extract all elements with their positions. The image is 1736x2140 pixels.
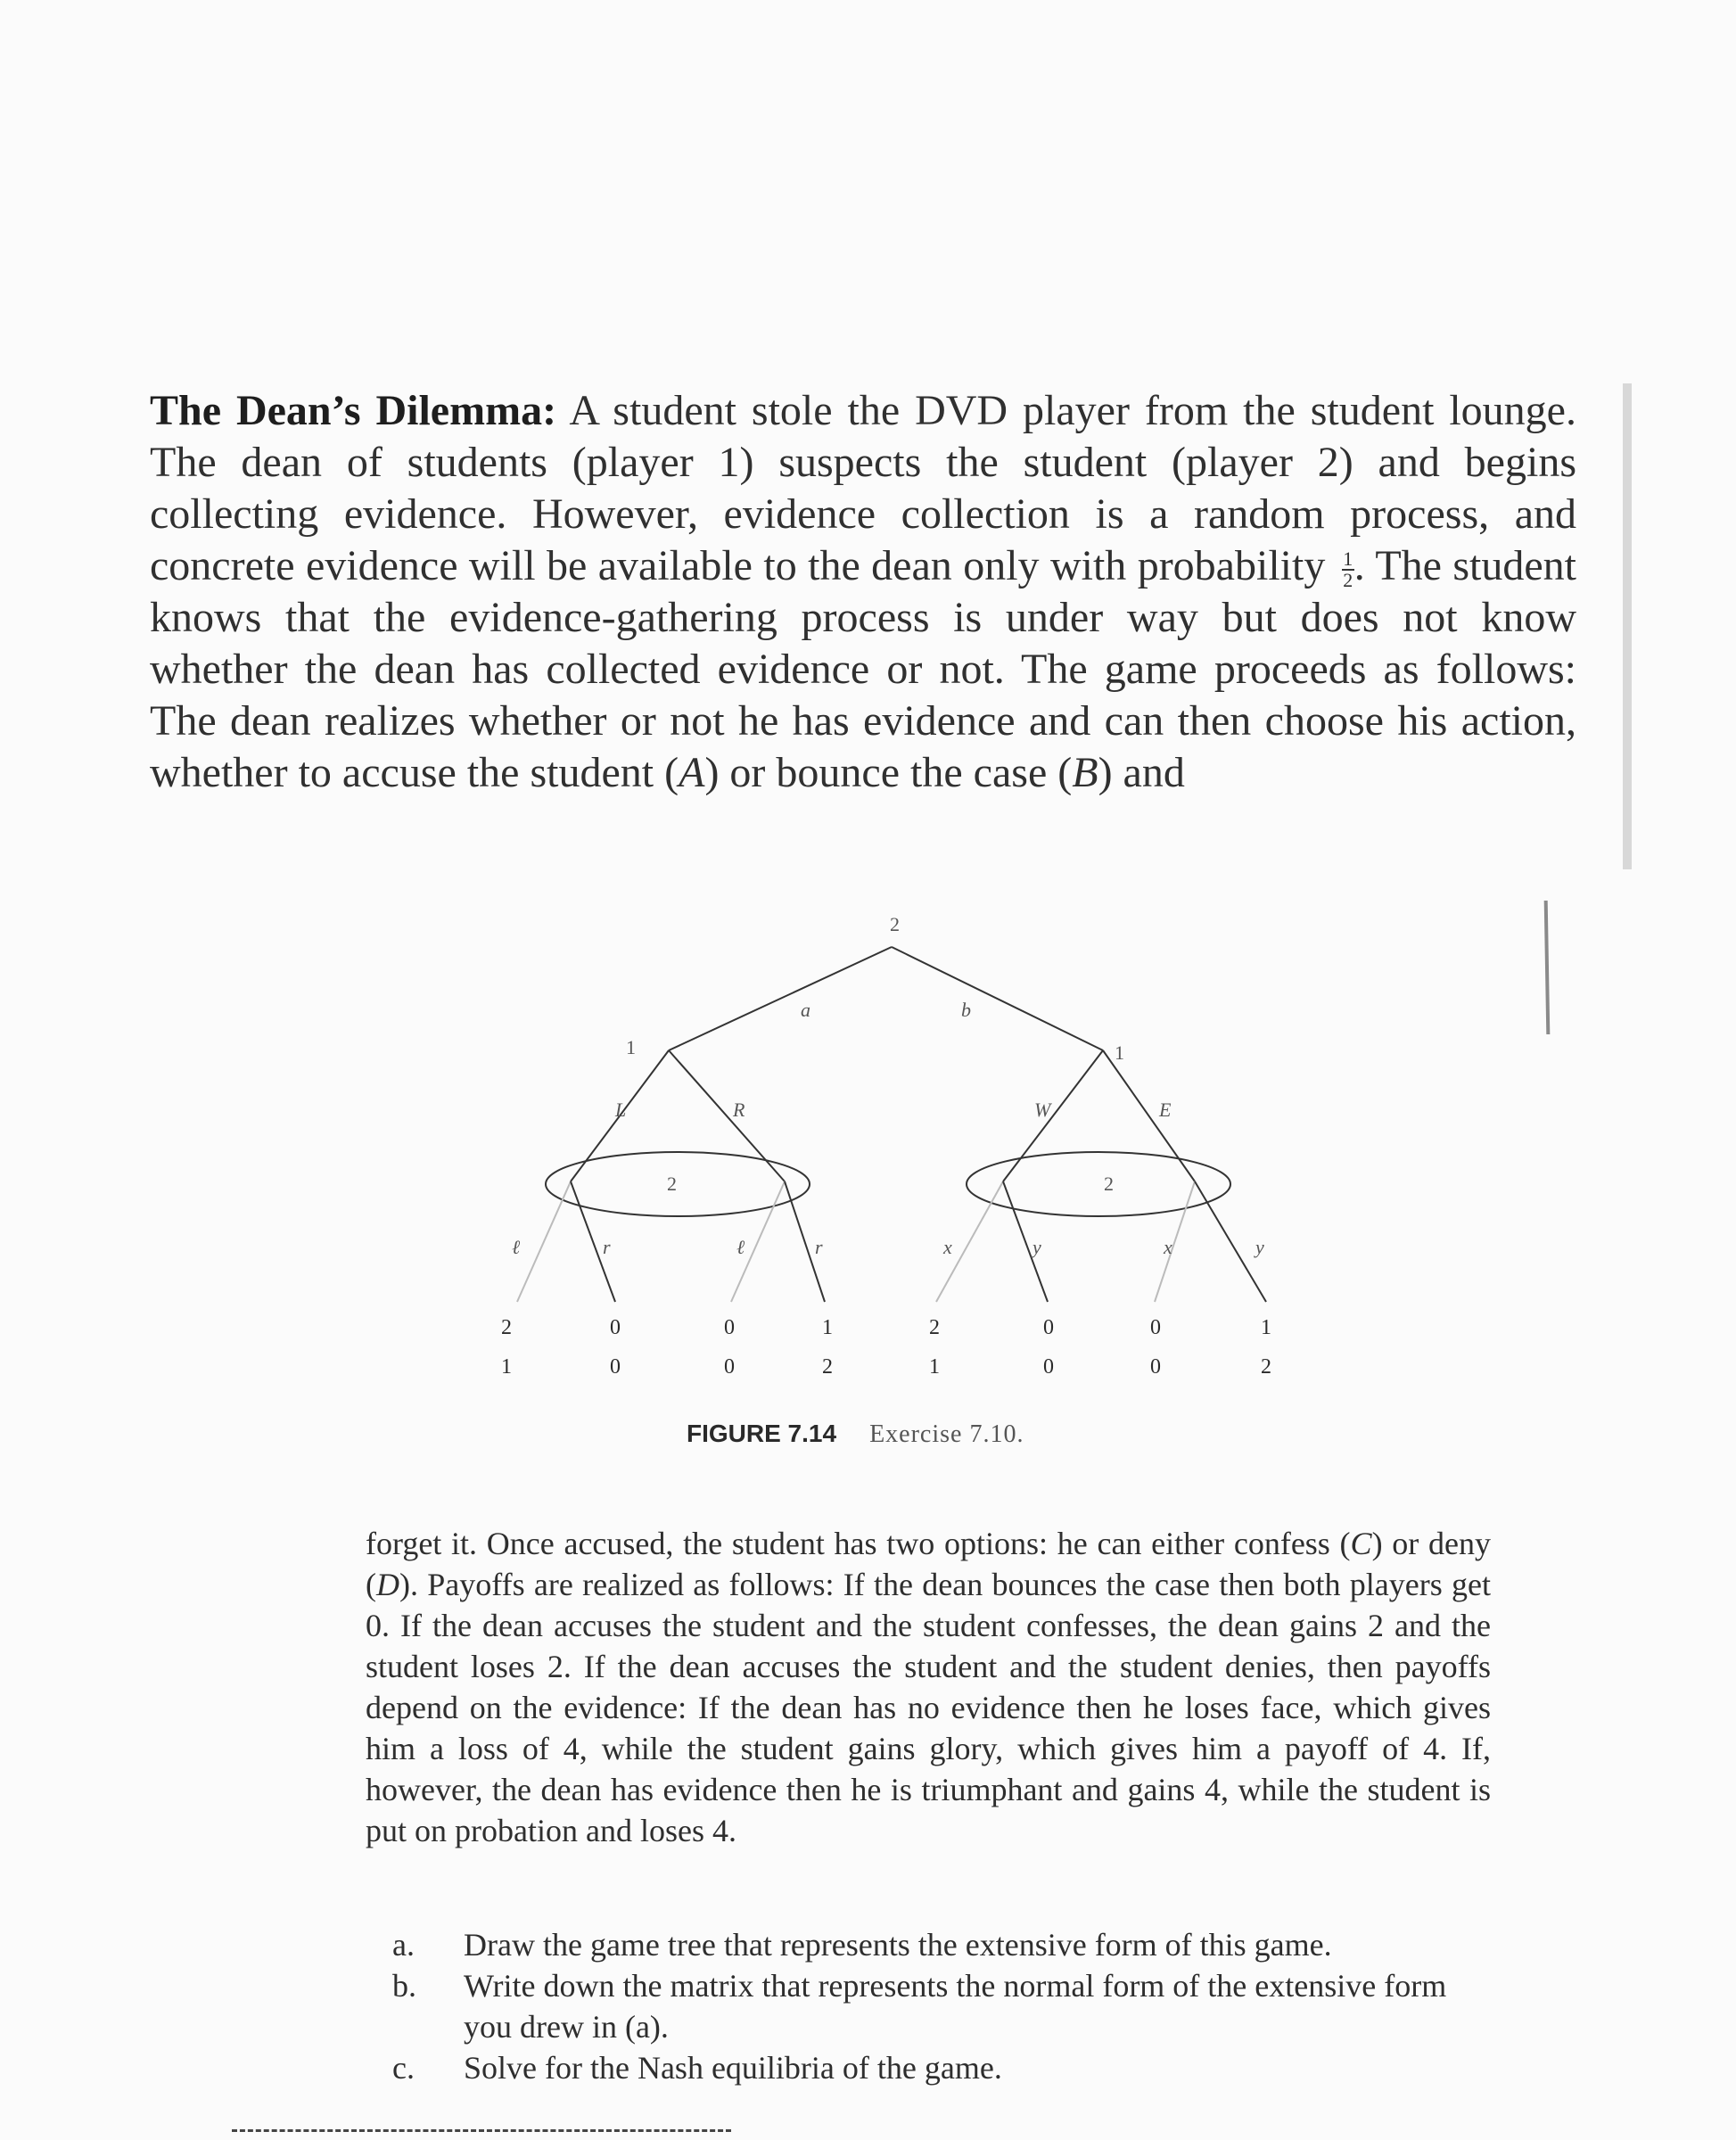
branch-b [892, 947, 1103, 1050]
action-W-label: W [1034, 1099, 1051, 1121]
action-E-label: E [1159, 1099, 1172, 1121]
info-set-left [546, 1152, 810, 1216]
fraction-numerator: 1 [1343, 547, 1353, 570]
payoff-1-p1: 2 [501, 1316, 512, 1339]
payoff-8-p2: 2 [1261, 1355, 1271, 1379]
payoff-2-p1: 0 [610, 1316, 621, 1339]
left-info-action-3: ℓ [736, 1236, 745, 1258]
bottom-part2: ) or deny ( [366, 1526, 1491, 1602]
payoff-2-p2: 0 [610, 1355, 621, 1379]
action-confess-symbol: C [1350, 1526, 1372, 1561]
right-info-action-1: x [943, 1236, 952, 1258]
payoff-6-p1: 0 [1043, 1316, 1054, 1339]
figure-caption-text: Exercise 7.10. [869, 1420, 1024, 1448]
statement-part3: ) or bounce the case ( [704, 749, 1073, 796]
branch-l-left [517, 1181, 571, 1302]
exercise-text: Draw the game tree that represents the extensive form of this game. [464, 1927, 1332, 1963]
action-bounce-symbol: B [1072, 749, 1098, 796]
info-set-right-player: 2 [1104, 1173, 1114, 1195]
exercise-label: a. [392, 1927, 415, 1963]
payoff-8-p1: 1 [1261, 1316, 1271, 1339]
payoff-3-p1: 0 [724, 1316, 735, 1339]
root-branch-a-label: a [801, 999, 810, 1021]
left-info-action-1: ℓ [512, 1236, 521, 1258]
right-mover-label: 1 [1115, 1041, 1124, 1064]
right-info-action-2: y [1033, 1236, 1041, 1258]
payoff-4-p2: 2 [822, 1355, 833, 1379]
exercise-item-b [392, 1965, 1498, 2047]
right-info-action-3: x [1164, 1236, 1172, 1258]
figure-caption [687, 1420, 1024, 1449]
payoff-4-p1: 1 [822, 1316, 833, 1339]
branch-E [1103, 1050, 1195, 1181]
cut-off-line-fragment [232, 2129, 731, 2136]
right-info-action-4: y [1255, 1236, 1264, 1258]
fraction-denominator: 2 [1343, 568, 1353, 591]
statement-part2: . The student knows that the evidence-gathering process is under way but does not know whether the dean has collected evidence or not. The game proceeds as follows: The dean realizes whether or not he has evidence and can then choose his action, whether to accuse the student ( [150, 542, 1577, 796]
payoff-3-p2: 0 [724, 1355, 735, 1379]
payoff-5-p2: 1 [929, 1355, 940, 1379]
left-info-action-4: r [815, 1236, 823, 1258]
branch-a [669, 947, 892, 1050]
action-L-label: L [615, 1099, 627, 1121]
root-branch-b-label: b [961, 999, 971, 1021]
payoff-7-p2: 0 [1150, 1355, 1161, 1379]
action-R-label: R [733, 1099, 745, 1121]
action-accuse-symbol: A [679, 749, 705, 796]
info-set-right [967, 1152, 1230, 1216]
statement-part4: ) and [1098, 749, 1185, 796]
info-set-left-player: 2 [667, 1173, 677, 1195]
exercise-item-a [392, 1924, 1498, 1965]
branch-x-right [1155, 1181, 1195, 1302]
exercise-label: c. [392, 2050, 415, 2086]
left-info-action-2: r [603, 1236, 611, 1258]
bottom-part1: forget it. Once accused, the student has two options: he can either confess ( [366, 1526, 1351, 1561]
branch-R [669, 1050, 785, 1181]
exercise-label: b. [392, 1968, 416, 2004]
branch-W [1003, 1050, 1103, 1181]
figure-number: FIGURE 7.14 [687, 1420, 837, 1447]
exercise-text: Write down the matrix that represents the normal form of the extensive form you drew in (a). [464, 1968, 1447, 2045]
payoff-1-p2: 1 [501, 1355, 512, 1379]
payoff-5-p1: 2 [929, 1316, 940, 1339]
statement-part1: A student stole the DVD player from the student lounge. The dean of students (player 1) suspects the student (player 2) and begins collecting evidence. However, evidence collection is a random process, and concrete evidence will be available to the dean only with probability [150, 387, 1576, 589]
payoff-7-p1: 0 [1150, 1316, 1161, 1339]
root-player-label: 2 [890, 913, 900, 935]
bottom-part3: ). Payoffs are realized as follows: If the dean bounces the case then both players get 0. If the dean accuses the student and the student confesses, the dean gains 2 and the student loses 2. If the dean accuses the student and the student denies, then payoffs depend on the evidence: If the dean has no evidence then he loses face, which gives him a loss of 4, while the student gains glory, which gives him a payoff of 4. If, however, the dean has evidence then he is triumphant and gains 4, while the student is put on probation and loses 4. [366, 1567, 1491, 1848]
exercise-item-c [392, 2047, 1498, 2088]
problem-title: The Dean’s Dilemma: [150, 387, 557, 434]
payoff-6-p2: 0 [1043, 1355, 1054, 1379]
exercise-text: Solve for the Nash equilibria of the game. [464, 2050, 1002, 2086]
exercise-list [392, 1924, 1498, 2088]
problem-statement-bottom [366, 1523, 1491, 1851]
left-mover-label: 1 [626, 1036, 636, 1058]
action-deny-symbol: D [376, 1567, 399, 1602]
